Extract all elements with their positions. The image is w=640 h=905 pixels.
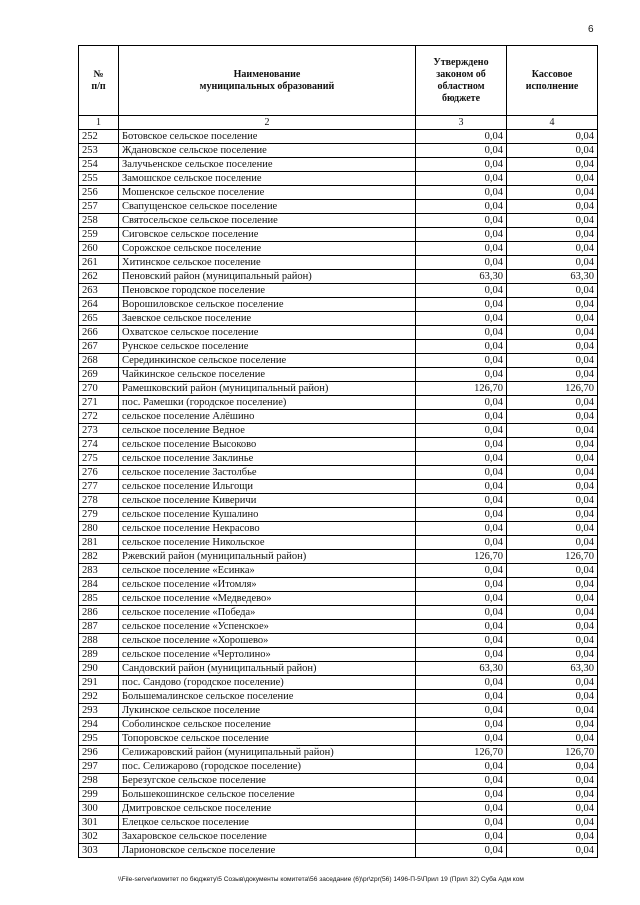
approved-amount: 0,04 — [416, 326, 507, 340]
municipality-name: Сиговское сельское поселение — [119, 228, 416, 242]
row-number: 294 — [79, 718, 119, 732]
approved-amount: 0,04 — [416, 410, 507, 424]
executed-amount: 0,04 — [507, 830, 598, 844]
municipality-name: сельское поселение Застолбье — [119, 466, 416, 480]
table-row — [79, 704, 598, 718]
approved-amount: 0,04 — [416, 186, 507, 200]
row-number: 254 — [79, 158, 119, 172]
row-number: 255 — [79, 172, 119, 186]
row-number: 302 — [79, 830, 119, 844]
table-row — [79, 424, 598, 438]
executed-amount: 126,70 — [507, 746, 598, 760]
municipality-name: сельское поселение Некрасово — [119, 522, 416, 536]
approved-amount: 0,04 — [416, 368, 507, 382]
municipality-name: Соболинское сельское поселение — [119, 718, 416, 732]
table-row — [79, 606, 598, 620]
executed-amount: 0,04 — [507, 760, 598, 774]
row-number: 283 — [79, 564, 119, 578]
executed-amount: 0,04 — [507, 564, 598, 578]
executed-amount: 0,04 — [507, 802, 598, 816]
row-number: 258 — [79, 214, 119, 228]
table-row — [79, 284, 598, 298]
approved-amount: 0,04 — [416, 396, 507, 410]
table-row — [79, 788, 598, 802]
approved-amount: 0,04 — [416, 592, 507, 606]
table-row — [79, 214, 598, 228]
table-row — [79, 550, 598, 564]
row-number: 282 — [79, 550, 119, 564]
approved-amount: 0,04 — [416, 158, 507, 172]
table-row — [79, 690, 598, 704]
table-row — [79, 816, 598, 830]
municipality-name: Охватское сельское поселение — [119, 326, 416, 340]
approved-amount: 0,04 — [416, 298, 507, 312]
budget-table — [78, 45, 598, 858]
executed-amount: 0,04 — [507, 676, 598, 690]
row-number: 286 — [79, 606, 119, 620]
executed-amount: 0,04 — [507, 704, 598, 718]
row-number: 272 — [79, 410, 119, 424]
row-number: 261 — [79, 256, 119, 270]
table-row — [79, 158, 598, 172]
page-number: 6 — [588, 24, 594, 35]
approved-amount: 0,04 — [416, 634, 507, 648]
municipality-name: Залучьенское сельское поселение — [119, 158, 416, 172]
table-row — [79, 676, 598, 690]
row-number: 279 — [79, 508, 119, 522]
table-row — [79, 228, 598, 242]
approved-amount: 0,04 — [416, 802, 507, 816]
table-row — [79, 760, 598, 774]
approved-amount: 0,04 — [416, 774, 507, 788]
approved-amount: 126,70 — [416, 746, 507, 760]
row-number: 253 — [79, 144, 119, 158]
row-number: 252 — [79, 130, 119, 144]
table-row — [79, 298, 598, 312]
row-number: 292 — [79, 690, 119, 704]
municipality-name: Селижаровский район (муниципальный район) — [119, 746, 416, 760]
municipality-name: сельское поселение «Есинка» — [119, 564, 416, 578]
row-number: 257 — [79, 200, 119, 214]
municipality-name: Серединкинское сельское поселение — [119, 354, 416, 368]
row-number: 268 — [79, 354, 119, 368]
executed-amount: 0,04 — [507, 424, 598, 438]
executed-amount: 0,04 — [507, 228, 598, 242]
table-row — [79, 256, 598, 270]
executed-amount: 0,04 — [507, 816, 598, 830]
table-row — [79, 340, 598, 354]
approved-amount: 0,04 — [416, 788, 507, 802]
approved-amount: 126,70 — [416, 382, 507, 396]
row-number: 288 — [79, 634, 119, 648]
executed-amount: 0,04 — [507, 494, 598, 508]
executed-amount: 0,04 — [507, 354, 598, 368]
municipality-name: Замошское сельское поселение — [119, 172, 416, 186]
table-row — [79, 634, 598, 648]
table-row — [79, 494, 598, 508]
executed-amount: 0,04 — [507, 200, 598, 214]
executed-amount: 0,04 — [507, 158, 598, 172]
row-number: 293 — [79, 704, 119, 718]
executed-amount: 0,04 — [507, 172, 598, 186]
table-row — [79, 312, 598, 326]
municipality-name: Ждановское сельское поселение — [119, 144, 416, 158]
table-row — [79, 186, 598, 200]
row-number: 256 — [79, 186, 119, 200]
executed-amount: 0,04 — [507, 438, 598, 452]
executed-amount: 0,04 — [507, 466, 598, 480]
table-row — [79, 466, 598, 480]
approved-amount: 0,04 — [416, 508, 507, 522]
approved-amount: 0,04 — [416, 606, 507, 620]
executed-amount: 0,04 — [507, 522, 598, 536]
municipality-name: пос. Сандово (городское поселение) — [119, 676, 416, 690]
table-row — [79, 662, 598, 676]
table-row — [79, 172, 598, 186]
row-number: 284 — [79, 578, 119, 592]
approved-amount: 0,04 — [416, 228, 507, 242]
executed-amount: 0,04 — [507, 326, 598, 340]
executed-amount: 63,30 — [507, 270, 598, 284]
municipality-name: Пеновское городское поселение — [119, 284, 416, 298]
table-row — [79, 200, 598, 214]
executed-amount: 0,04 — [507, 844, 598, 858]
executed-amount: 0,04 — [507, 536, 598, 550]
row-number: 299 — [79, 788, 119, 802]
municipality-name: Сорожское сельское поселение — [119, 242, 416, 256]
municipality-name: сельское поселение Никольское — [119, 536, 416, 550]
approved-amount: 0,04 — [416, 480, 507, 494]
municipality-name: сельское поселение «Победа» — [119, 606, 416, 620]
column-index: 1 — [79, 116, 119, 130]
municipality-name: пос. Селижарово (городское поселение) — [119, 760, 416, 774]
executed-amount: 0,04 — [507, 606, 598, 620]
row-number: 300 — [79, 802, 119, 816]
approved-amount: 0,04 — [416, 144, 507, 158]
row-number: 287 — [79, 620, 119, 634]
row-number: 298 — [79, 774, 119, 788]
header-approved-by-law: Утверждено законом об областном бюджете — [416, 46, 507, 116]
table-row — [79, 844, 598, 858]
approved-amount: 0,04 — [416, 718, 507, 732]
row-number: 297 — [79, 760, 119, 774]
executed-amount: 126,70 — [507, 550, 598, 564]
approved-amount: 0,04 — [416, 438, 507, 452]
row-number: 275 — [79, 452, 119, 466]
header-number: № п/п — [79, 46, 119, 116]
municipality-name: Захаровское сельское поселение — [119, 830, 416, 844]
row-number: 274 — [79, 438, 119, 452]
table-row — [79, 410, 598, 424]
column-index-row — [79, 116, 598, 130]
row-number: 296 — [79, 746, 119, 760]
approved-amount: 63,30 — [416, 270, 507, 284]
table-row — [79, 242, 598, 256]
table-row — [79, 522, 598, 536]
column-index: 3 — [416, 116, 507, 130]
municipality-name: Топоровское сельское поселение — [119, 732, 416, 746]
table-row — [79, 648, 598, 662]
row-number: 267 — [79, 340, 119, 354]
approved-amount: 0,04 — [416, 354, 507, 368]
executed-amount: 0,04 — [507, 256, 598, 270]
table-row — [79, 130, 598, 144]
approved-amount: 0,04 — [416, 830, 507, 844]
executed-amount: 126,70 — [507, 382, 598, 396]
row-number: 301 — [79, 816, 119, 830]
approved-amount: 0,04 — [416, 130, 507, 144]
column-index: 2 — [119, 116, 416, 130]
municipality-name: сельское поселение Кушалино — [119, 508, 416, 522]
table-row — [79, 592, 598, 606]
approved-amount: 0,04 — [416, 760, 507, 774]
municipality-name: сельское поселение Заклинье — [119, 452, 416, 466]
municipality-name: Святосельское сельское поселение — [119, 214, 416, 228]
municipality-name: Рамешковский район (муниципальный район) — [119, 382, 416, 396]
municipality-name: Дмитровское сельское поселение — [119, 802, 416, 816]
approved-amount: 0,04 — [416, 200, 507, 214]
table-row — [79, 564, 598, 578]
municipality-name: Хитинское сельское поселение — [119, 256, 416, 270]
executed-amount: 0,04 — [507, 578, 598, 592]
municipality-name: пос. Рамешки (городское поселение) — [119, 396, 416, 410]
approved-amount: 0,04 — [416, 340, 507, 354]
municipality-name: Рунское сельское поселение — [119, 340, 416, 354]
table-row — [79, 354, 598, 368]
executed-amount: 0,04 — [507, 284, 598, 298]
row-number: 281 — [79, 536, 119, 550]
municipality-name: Пеновский район (муниципальный район) — [119, 270, 416, 284]
row-number: 295 — [79, 732, 119, 746]
table-row — [79, 452, 598, 466]
table-row — [79, 774, 598, 788]
file-path-footer: \\File-server\комитет по бюджету\5 Созыв\документы комитета\56 заседание (6)\pr\zpr(56) 1496-П-5\Прил 19 (Прил 32) Суба Адм ком — [118, 876, 524, 883]
column-index: 4 — [507, 116, 598, 130]
table-row — [79, 718, 598, 732]
table-row — [79, 802, 598, 816]
row-number: 289 — [79, 648, 119, 662]
municipality-name: Елецкое сельское поселение — [119, 816, 416, 830]
approved-amount: 0,04 — [416, 578, 507, 592]
municipality-name: сельское поселение «Итомля» — [119, 578, 416, 592]
row-number: 271 — [79, 396, 119, 410]
approved-amount: 0,04 — [416, 494, 507, 508]
row-number: 285 — [79, 592, 119, 606]
executed-amount: 0,04 — [507, 788, 598, 802]
municipality-name: Лукинское сельское поселение — [119, 704, 416, 718]
approved-amount: 63,30 — [416, 662, 507, 676]
row-number: 269 — [79, 368, 119, 382]
municipality-name: Мошенское сельское поселение — [119, 186, 416, 200]
table-row — [79, 508, 598, 522]
approved-amount: 0,04 — [416, 620, 507, 634]
table-row — [79, 746, 598, 760]
executed-amount: 0,04 — [507, 690, 598, 704]
table-row — [79, 396, 598, 410]
row-number: 276 — [79, 466, 119, 480]
table-row — [79, 144, 598, 158]
row-number: 259 — [79, 228, 119, 242]
municipality-name: Большемалинское сельское поселение — [119, 690, 416, 704]
table-row — [79, 830, 598, 844]
table-row — [79, 382, 598, 396]
row-number: 265 — [79, 312, 119, 326]
executed-amount: 0,04 — [507, 718, 598, 732]
municipality-name: сельское поселение «Хорошево» — [119, 634, 416, 648]
executed-amount: 0,04 — [507, 480, 598, 494]
header-municipality-name: Наименование муниципальных образований — [119, 46, 416, 116]
approved-amount: 0,04 — [416, 424, 507, 438]
row-number: 262 — [79, 270, 119, 284]
executed-amount: 0,04 — [507, 732, 598, 746]
table-row — [79, 438, 598, 452]
municipality-name: сельское поселение «Успенское» — [119, 620, 416, 634]
executed-amount: 0,04 — [507, 634, 598, 648]
executed-amount: 0,04 — [507, 242, 598, 256]
executed-amount: 0,04 — [507, 620, 598, 634]
approved-amount: 0,04 — [416, 676, 507, 690]
table-row — [79, 270, 598, 284]
table-row — [79, 480, 598, 494]
approved-amount: 0,04 — [416, 704, 507, 718]
executed-amount: 0,04 — [507, 592, 598, 606]
executed-amount: 0,04 — [507, 648, 598, 662]
approved-amount: 0,04 — [416, 256, 507, 270]
executed-amount: 63,30 — [507, 662, 598, 676]
approved-amount: 0,04 — [416, 522, 507, 536]
table-row — [79, 326, 598, 340]
executed-amount: 0,04 — [507, 396, 598, 410]
executed-amount: 0,04 — [507, 774, 598, 788]
row-number: 280 — [79, 522, 119, 536]
municipality-name: Ржевский район (муниципальный район) — [119, 550, 416, 564]
executed-amount: 0,04 — [507, 144, 598, 158]
approved-amount: 0,04 — [416, 466, 507, 480]
executed-amount: 0,04 — [507, 452, 598, 466]
municipality-name: Ворошиловское сельское поселение — [119, 298, 416, 312]
municipality-name: Ларионовское сельское поселение — [119, 844, 416, 858]
approved-amount: 0,04 — [416, 312, 507, 326]
approved-amount: 0,04 — [416, 536, 507, 550]
row-number: 303 — [79, 844, 119, 858]
row-number: 263 — [79, 284, 119, 298]
row-number: 270 — [79, 382, 119, 396]
row-number: 266 — [79, 326, 119, 340]
municipality-name: сельское поселение «Чертолино» — [119, 648, 416, 662]
executed-amount: 0,04 — [507, 186, 598, 200]
executed-amount: 0,04 — [507, 298, 598, 312]
executed-amount: 0,04 — [507, 508, 598, 522]
municipality-name: сельское поселение «Медведево» — [119, 592, 416, 606]
row-number: 290 — [79, 662, 119, 676]
executed-amount: 0,04 — [507, 368, 598, 382]
executed-amount: 0,04 — [507, 312, 598, 326]
approved-amount: 0,04 — [416, 214, 507, 228]
municipality-name: Сандовский район (муниципальный район) — [119, 662, 416, 676]
row-number: 291 — [79, 676, 119, 690]
row-number: 273 — [79, 424, 119, 438]
municipality-name: сельское поселение Ильгощи — [119, 480, 416, 494]
approved-amount: 0,04 — [416, 648, 507, 662]
approved-amount: 0,04 — [416, 172, 507, 186]
row-number: 277 — [79, 480, 119, 494]
approved-amount: 126,70 — [416, 550, 507, 564]
approved-amount: 0,04 — [416, 564, 507, 578]
municipality-name: Чайкинское сельское поселение — [119, 368, 416, 382]
municipality-name: сельское поселение Алёшино — [119, 410, 416, 424]
table-row — [79, 620, 598, 634]
table-row — [79, 732, 598, 746]
municipality-name: сельское поселение Ведное — [119, 424, 416, 438]
table-row — [79, 368, 598, 382]
approved-amount: 0,04 — [416, 452, 507, 466]
table-row — [79, 536, 598, 550]
approved-amount: 0,04 — [416, 284, 507, 298]
executed-amount: 0,04 — [507, 410, 598, 424]
municipality-name: сельское поселение Высоково — [119, 438, 416, 452]
header-cash-execution: Кассовое исполнение — [507, 46, 598, 116]
approved-amount: 0,04 — [416, 816, 507, 830]
municipality-name: Ботовское сельское поселение — [119, 130, 416, 144]
municipality-name: Свапущенское сельское поселение — [119, 200, 416, 214]
table-header-row — [79, 46, 598, 116]
approved-amount: 0,04 — [416, 690, 507, 704]
approved-amount: 0,04 — [416, 242, 507, 256]
municipality-name: Заевское сельское поселение — [119, 312, 416, 326]
row-number: 260 — [79, 242, 119, 256]
executed-amount: 0,04 — [507, 340, 598, 354]
municipality-name: Березугское сельское поселение — [119, 774, 416, 788]
row-number: 264 — [79, 298, 119, 312]
municipality-name: Большекошинское сельское поселение — [119, 788, 416, 802]
row-number: 278 — [79, 494, 119, 508]
approved-amount: 0,04 — [416, 844, 507, 858]
municipality-name: сельское поселение Киверичи — [119, 494, 416, 508]
executed-amount: 0,04 — [507, 214, 598, 228]
table-row — [79, 578, 598, 592]
approved-amount: 0,04 — [416, 732, 507, 746]
executed-amount: 0,04 — [507, 130, 598, 144]
